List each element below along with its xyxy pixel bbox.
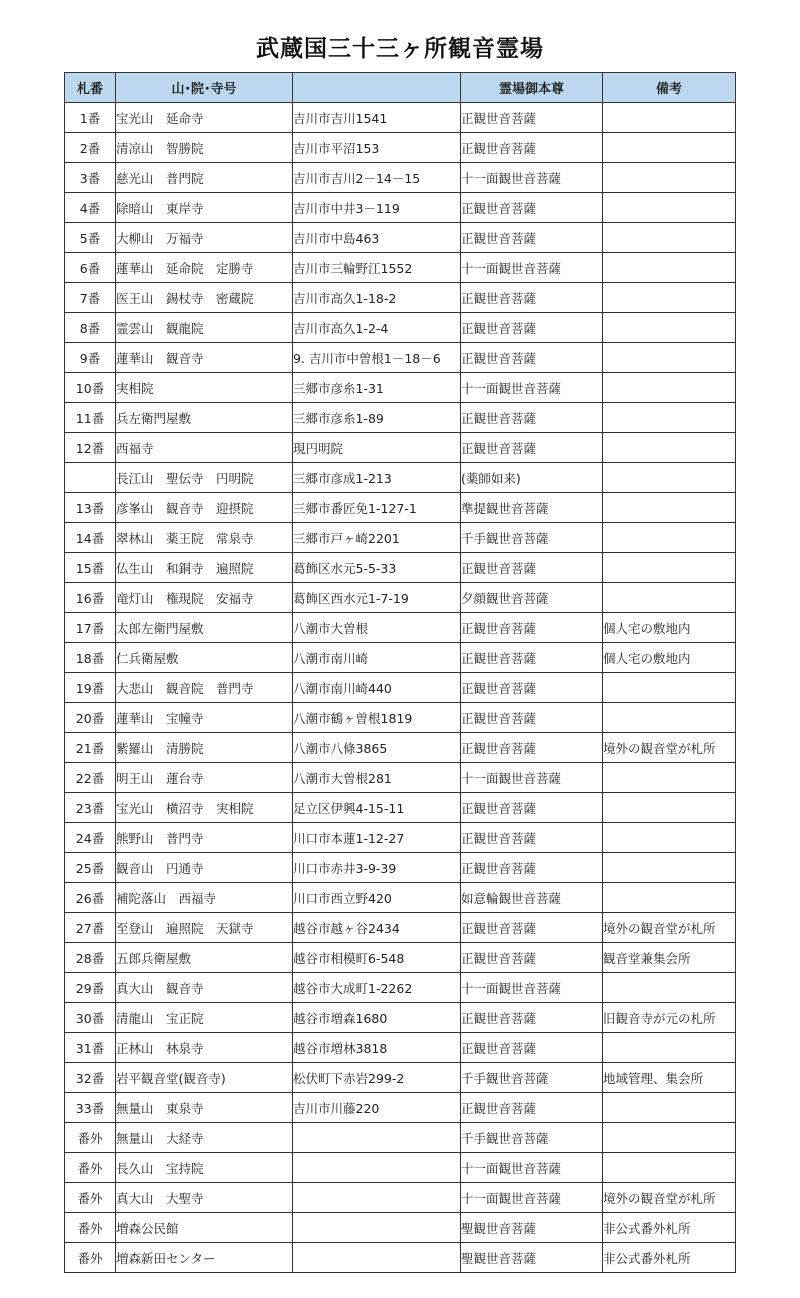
note-cell (603, 313, 736, 343)
address-cell: 八潮市大曽根 (293, 613, 461, 643)
header-address (293, 73, 461, 103)
row-number-cell: 31番 (65, 1033, 116, 1063)
note-cell: 非公式番外札所 (603, 1213, 736, 1243)
row-number-cell: 8番 (65, 313, 116, 343)
table-row (65, 913, 736, 943)
temple-name-cell: 仁兵衛屋敷 (116, 643, 293, 673)
row-number-cell: 18番 (65, 643, 116, 673)
row-number-cell: 16番 (65, 583, 116, 613)
address-cell (293, 1153, 461, 1183)
address-cell: 八潮市八條3865 (293, 733, 461, 763)
note-cell (603, 583, 736, 613)
address-cell (293, 1243, 461, 1273)
deity-cell: 正観世音菩薩 (461, 673, 603, 703)
row-number-cell (65, 463, 116, 493)
note-cell: 個人宅の敷地内 (603, 613, 736, 643)
deity-cell: 正観世音菩薩 (461, 913, 603, 943)
table-row (65, 1123, 736, 1153)
deity-cell: 十一面観世音菩薩 (461, 1183, 603, 1213)
row-number-cell: 6番 (65, 253, 116, 283)
temple-name-cell: 観音山 円通寺 (116, 853, 293, 883)
note-cell (603, 523, 736, 553)
table-row (65, 373, 736, 403)
note-cell: 個人宅の敷地内 (603, 643, 736, 673)
page-title: 武蔵国三十三ヶ所観音霊場 (256, 36, 544, 62)
row-number-cell: 3番 (65, 163, 116, 193)
note-cell: 境外の観音堂が札所 (603, 733, 736, 763)
deity-cell: 聖観世音菩薩 (461, 1213, 603, 1243)
row-number-cell: 5番 (65, 223, 116, 253)
table-row (65, 103, 736, 133)
table-row (65, 583, 736, 613)
address-cell: 吉川市三輪野江1552 (293, 253, 461, 283)
deity-cell: 夕顔観世音菩薩 (461, 583, 603, 613)
deity-cell: 如意輪観世音菩薩 (461, 883, 603, 913)
temple-name-cell: 増森公民館 (116, 1213, 293, 1243)
table-row (65, 643, 736, 673)
address-cell: 八潮市鶴ヶ曽根1819 (293, 703, 461, 733)
temple-name-cell: 蓮華山 宝幢寺 (116, 703, 293, 733)
temple-name-cell: 紫羅山 清勝院 (116, 733, 293, 763)
table-row (65, 1033, 736, 1063)
row-number-cell: 24番 (65, 823, 116, 853)
note-cell (603, 223, 736, 253)
row-number-cell: 20番 (65, 703, 116, 733)
deity-cell: (薬師如来) (461, 463, 603, 493)
address-cell: 越谷市大成町1-2262 (293, 973, 461, 1003)
row-number-cell: 7番 (65, 283, 116, 313)
temple-name-cell: 無量山 東泉寺 (116, 1093, 293, 1123)
note-cell: 観音堂兼集会所 (603, 943, 736, 973)
deity-cell: 正観世音菩薩 (461, 313, 603, 343)
temple-name-cell: 補陀落山 西福寺 (116, 883, 293, 913)
deity-cell: 千手観世音菩薩 (461, 523, 603, 553)
deity-cell: 正観世音菩薩 (461, 703, 603, 733)
table-row (65, 1153, 736, 1183)
address-cell: 足立区伊興4-15-11 (293, 793, 461, 823)
deity-cell: 千手観世音菩薩 (461, 1063, 603, 1093)
note-cell (603, 1153, 736, 1183)
address-cell: 9. 吉川市中曽根1－18－6 (293, 343, 461, 373)
temple-name-cell: 竜灯山 権現院 安福寺 (116, 583, 293, 613)
deity-cell: 十一面観世音菩薩 (461, 253, 603, 283)
table-row (65, 253, 736, 283)
deity-cell: 正観世音菩薩 (461, 1093, 603, 1123)
address-cell (293, 1123, 461, 1153)
note-cell (603, 493, 736, 523)
temple-name-cell: 真大山 観音寺 (116, 973, 293, 1003)
note-cell (603, 403, 736, 433)
note-cell (603, 763, 736, 793)
address-cell: 吉川市中井3－119 (293, 193, 461, 223)
table-row (65, 853, 736, 883)
row-number-cell: 26番 (65, 883, 116, 913)
row-number-cell: 30番 (65, 1003, 116, 1033)
header-deity: 霊場御本尊 (461, 73, 603, 103)
deity-cell: 準提観世音菩薩 (461, 493, 603, 523)
deity-cell: 正観世音菩薩 (461, 283, 603, 313)
temple-name-cell: 明王山 蓮台寺 (116, 763, 293, 793)
note-cell: 境外の観音堂が札所 (603, 913, 736, 943)
deity-cell: 千手観世音菩薩 (461, 1123, 603, 1153)
temple-name-cell: 増森新田センター (116, 1243, 293, 1273)
temple-name-cell: 太郎左衛門屋敷 (116, 613, 293, 643)
table-row (65, 883, 736, 913)
table-row (65, 793, 736, 823)
temple-name-cell: 真大山 大聖寺 (116, 1183, 293, 1213)
address-cell: 川口市本蓮1-12-27 (293, 823, 461, 853)
table-row (65, 193, 736, 223)
address-cell: 吉川市平沼153 (293, 133, 461, 163)
table-row (65, 823, 736, 853)
deity-cell: 十一面観世音菩薩 (461, 763, 603, 793)
row-number-cell: 番外 (65, 1183, 116, 1213)
note-cell (603, 1123, 736, 1153)
temple-name-cell: 大悲山 観音院 普門寺 (116, 673, 293, 703)
row-number-cell: 9番 (65, 343, 116, 373)
temple-name-cell: 蓮華山 観音寺 (116, 343, 293, 373)
note-cell (603, 343, 736, 373)
deity-cell: 正観世音菩薩 (461, 853, 603, 883)
table-row (65, 673, 736, 703)
row-number-cell: 33番 (65, 1093, 116, 1123)
row-number-cell: 27番 (65, 913, 116, 943)
temple-name-cell: 翠林山 薬王院 常泉寺 (116, 523, 293, 553)
address-cell: 三郷市彦糸1-89 (293, 403, 461, 433)
deity-cell: 正観世音菩薩 (461, 403, 603, 433)
deity-cell: 正観世音菩薩 (461, 133, 603, 163)
deity-cell: 十一面観世音菩薩 (461, 1153, 603, 1183)
note-cell (603, 793, 736, 823)
temple-name-cell: 仏生山 和銅寺 遍照院 (116, 553, 293, 583)
table-row (65, 1093, 736, 1123)
temple-name-cell: 岩平観音堂(観音寺) (116, 1063, 293, 1093)
note-cell (603, 373, 736, 403)
temple-name-cell: 清龍山 宝正院 (116, 1003, 293, 1033)
table-row (65, 403, 736, 433)
deity-cell: 正観世音菩薩 (461, 793, 603, 823)
row-number-cell: 29番 (65, 973, 116, 1003)
deity-cell: 正観世音菩薩 (461, 643, 603, 673)
address-cell: 八潮市南川崎 (293, 643, 461, 673)
temple-name-cell: 長江山 聖伝寺 円明院 (116, 463, 293, 493)
deity-cell: 正観世音菩薩 (461, 823, 603, 853)
temple-name-cell: 無量山 大経寺 (116, 1123, 293, 1153)
note-cell (603, 463, 736, 493)
row-number-cell: 32番 (65, 1063, 116, 1093)
note-cell: 旧観音寺が元の札所 (603, 1003, 736, 1033)
address-cell: 吉川市川藤220 (293, 1093, 461, 1123)
temple-name-cell: 至登山 遍照院 天獄寺 (116, 913, 293, 943)
table-row (65, 283, 736, 313)
table-row (65, 1213, 736, 1243)
note-cell (603, 133, 736, 163)
table-body (65, 103, 736, 1273)
address-cell: 越谷市増林3818 (293, 1033, 461, 1063)
note-cell: 非公式番外札所 (603, 1243, 736, 1273)
table-row (65, 763, 736, 793)
address-cell: 葛飾区水元5-5-33 (293, 553, 461, 583)
temple-name-cell: 正林山 林泉寺 (116, 1033, 293, 1063)
header-row (65, 73, 736, 103)
deity-cell: 正観世音菩薩 (461, 103, 603, 133)
address-cell: 吉川市高久1-18-2 (293, 283, 461, 313)
table-row (65, 493, 736, 523)
address-cell: 八潮市大曽根281 (293, 763, 461, 793)
table-row (65, 1003, 736, 1033)
note-cell (603, 1093, 736, 1123)
row-number-cell: 番外 (65, 1213, 116, 1243)
row-number-cell: 28番 (65, 943, 116, 973)
row-number-cell: 23番 (65, 793, 116, 823)
row-number-cell: 14番 (65, 523, 116, 553)
address-cell: 三郷市番匠免1-127-1 (293, 493, 461, 523)
table-row (65, 433, 736, 463)
note-cell: 境外の観音堂が札所 (603, 1183, 736, 1213)
row-number-cell: 12番 (65, 433, 116, 463)
deity-cell: 正観世音菩薩 (461, 1033, 603, 1063)
address-cell: 現円明院 (293, 433, 461, 463)
note-cell (603, 553, 736, 583)
table-row (65, 523, 736, 553)
row-number-cell: 10番 (65, 373, 116, 403)
table-row (65, 1183, 736, 1213)
table-row (65, 463, 736, 493)
address-cell: 松伏町下赤岩299-2 (293, 1063, 461, 1093)
row-number-cell: 25番 (65, 853, 116, 883)
temple-name-cell: 熊野山 普門寺 (116, 823, 293, 853)
temple-name-cell: 霊雲山 観龍院 (116, 313, 293, 343)
table-row (65, 313, 736, 343)
table-row (65, 163, 736, 193)
address-cell: 越谷市相模町6-548 (293, 943, 461, 973)
deity-cell: 正観世音菩薩 (461, 943, 603, 973)
address-cell: 三郷市彦成1-213 (293, 463, 461, 493)
deity-cell: 十一面観世音菩薩 (461, 163, 603, 193)
table-row (65, 223, 736, 253)
temple-name-cell: 清凉山 智勝院 (116, 133, 293, 163)
row-number-cell: 19番 (65, 673, 116, 703)
deity-cell: 正観世音菩薩 (461, 223, 603, 253)
deity-cell: 聖観世音菩薩 (461, 1243, 603, 1273)
temple-name-cell: 彦峯山 観音寺 迎摂院 (116, 493, 293, 523)
address-cell: 吉川市吉川2－14－15 (293, 163, 461, 193)
address-cell: 三郷市彦糸1-31 (293, 373, 461, 403)
row-number-cell: 1番 (65, 103, 116, 133)
deity-cell: 正観世音菩薩 (461, 553, 603, 583)
note-cell (603, 823, 736, 853)
row-number-cell: 番外 (65, 1243, 116, 1273)
table-row (65, 1063, 736, 1093)
header-num: 札番 (65, 73, 116, 103)
note-cell: 地域管理、集会所 (603, 1063, 736, 1093)
note-cell (603, 163, 736, 193)
table-row (65, 133, 736, 163)
temple-name-cell: 慈光山 普門院 (116, 163, 293, 193)
note-cell (603, 283, 736, 313)
temple-name-cell: 宝光山 延命寺 (116, 103, 293, 133)
table-row (65, 973, 736, 1003)
address-cell: 川口市赤井3-9-39 (293, 853, 461, 883)
address-cell: 越谷市増森1680 (293, 1003, 461, 1033)
row-number-cell: 22番 (65, 763, 116, 793)
row-number-cell: 4番 (65, 193, 116, 223)
temple-name-cell: 宝光山 横沼寺 実相院 (116, 793, 293, 823)
address-cell: 越谷市越ヶ谷2434 (293, 913, 461, 943)
temple-name-cell: 西福寺 (116, 433, 293, 463)
row-number-cell: 番外 (65, 1123, 116, 1153)
deity-cell: 正観世音菩薩 (461, 433, 603, 463)
temple-name-cell: 実相院 (116, 373, 293, 403)
address-cell (293, 1213, 461, 1243)
temple-name-cell: 大柳山 万福寺 (116, 223, 293, 253)
note-cell (603, 193, 736, 223)
temple-name-cell: 兵左衛門屋敷 (116, 403, 293, 433)
header-name: 山･院･寺号 (116, 73, 293, 103)
note-cell (603, 1033, 736, 1063)
reiyo-table (64, 72, 736, 1273)
row-number-cell: 11番 (65, 403, 116, 433)
table-row (65, 343, 736, 373)
note-cell (603, 673, 736, 703)
address-cell: 葛飾区西水元1-7-19 (293, 583, 461, 613)
deity-cell: 正観世音菩薩 (461, 343, 603, 373)
deity-cell: 十一面観世音菩薩 (461, 373, 603, 403)
address-cell: 吉川市吉川1541 (293, 103, 461, 133)
note-cell (603, 433, 736, 463)
temple-name-cell: 医王山 錫杖寺 密蔵院 (116, 283, 293, 313)
note-cell (603, 883, 736, 913)
note-cell (603, 703, 736, 733)
address-cell: 八潮市南川崎440 (293, 673, 461, 703)
note-cell (603, 103, 736, 133)
address-cell: 川口市西立野420 (293, 883, 461, 913)
note-cell (603, 253, 736, 283)
address-cell: 三郷市戸ヶ崎2201 (293, 523, 461, 553)
temple-name-cell: 五郎兵衛屋敷 (116, 943, 293, 973)
table-row (65, 613, 736, 643)
deity-cell: 十一面観世音菩薩 (461, 973, 603, 1003)
row-number-cell: 13番 (65, 493, 116, 523)
row-number-cell: 17番 (65, 613, 116, 643)
note-cell (603, 973, 736, 1003)
deity-cell: 正観世音菩薩 (461, 1003, 603, 1033)
table-row (65, 553, 736, 583)
header-note: 備考 (603, 73, 736, 103)
address-cell (293, 1183, 461, 1213)
row-number-cell: 15番 (65, 553, 116, 583)
note-cell (603, 853, 736, 883)
row-number-cell: 番外 (65, 1153, 116, 1183)
deity-cell: 正観世音菩薩 (461, 613, 603, 643)
row-number-cell: 21番 (65, 733, 116, 763)
table-row (65, 703, 736, 733)
temple-name-cell: 長久山 宝持院 (116, 1153, 293, 1183)
temple-name-cell: 除暗山 東岸寺 (116, 193, 293, 223)
row-number-cell: 2番 (65, 133, 116, 163)
table-row (65, 943, 736, 973)
deity-cell: 正観世音菩薩 (461, 733, 603, 763)
address-cell: 吉川市高久1-2-4 (293, 313, 461, 343)
address-cell: 吉川市中島463 (293, 223, 461, 253)
deity-cell: 正観世音菩薩 (461, 193, 603, 223)
table-row (65, 733, 736, 763)
table-row (65, 1243, 736, 1273)
temple-name-cell: 蓮華山 延命院 定勝寺 (116, 253, 293, 283)
